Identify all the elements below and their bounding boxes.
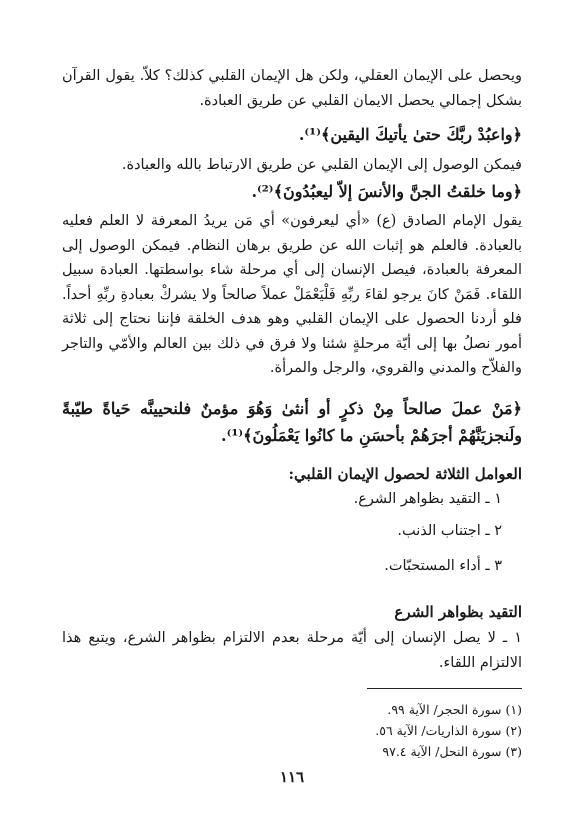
factor-item-2: ٢ ـ اجتناب الذنب. <box>397 523 502 539</box>
footnote-1: (١) سورة الحجر/ الآية ٩٩. <box>387 702 522 717</box>
footnote-3: (٣) سورة النحل/ الآية ٩٧.٤ <box>382 744 522 759</box>
quran-verse-3: ﴿مَنْ عملَ صالحاً مِنْ ذكرٍ أو أنثىٰ وَهُوَ مؤمنٌ فلنحيينَّه حَياةً طيّبةً ولَنجزيَنَّهُمْ أجرَهُمْ بأحسَنِ ما كانُوا يَعْمَلُونَ﴾⁽¹⁾. <box>62 399 522 445</box>
footnote-divider <box>367 688 522 689</box>
quran-verse-2: ﴿وما خلقتُ الجنَّ والأنسَ إلاّ ليعبُدُونَ﴾⁽²⁾. <box>251 182 522 201</box>
paragraph-connection: فيمكن الوصول إلى الإيمان القلبي عن طريق الارتباط بالله والعبادة. <box>121 157 522 173</box>
paragraph-imam-sadiq: يقول الإمام الصادق (ع) «أي ليعرفون» أي مَن يريدُ المعرفة لا العلم فعليه بالعبادة. فالعلم هو إثبات الله عن طريق برهان النظام. فيمكن الوصول إلى المعرفة بالعبادة، فيصل الإنسان إلى أي مرحلة شاء بواسطتها. العبادة سبيل اللقاء. فَمَنْ كانَ يرجو لقاءَ ربِّهِ فَلْيَعْمَلْ عملاً صالحاً ولا يشركْ بعبادةِ ربِّهِ أحداً. فلو أردنا الحصول على الإيمان القلبي وهو هدف الخلقة فإننا نحتاج إلى ثلاثة أمور نصلُ بها إلى أيّة مرحلةٍ شئنا ولا فرق في ذلك بين العالم والأمّي والتاجر والفلاّح والمدني والقروي، والرجل والمرأة. <box>62 213 522 376</box>
section-heading-sharia: التقيد بظواهر الشرع <box>394 603 522 621</box>
factor-item-1: ١ ـ التقيد بظواهر الشرع. <box>353 491 502 507</box>
paragraph-intro: ويحصل على الإيمان العقلي، ولكن هل الإيمان القلبي كذلك؟ كلاّ. يقول القرآن بشكل إجمالي يحصل الايمان القلبي عن طريق العبادة. <box>62 68 522 109</box>
paragraph-sharia-commitment: ١ ـ لا يصل الإنسان إلى أيّة مرحلة بعدم الالتزام بظواهر الشرع، ويتبع هذا الالتزام اللقاء. <box>62 630 522 671</box>
page-number: ١١٦ <box>279 768 305 786</box>
factor-item-3: ٣ ـ أداء المستحبّات. <box>384 558 502 574</box>
section-heading-three-factors: العوامل الثلاثة لحصول الإيمان القلبي: <box>288 465 522 483</box>
quran-verse-1: ﴿واعبُدْ ربَّكَ حتىٰ يأتيكَ اليقين﴾⁽¹⁾. <box>298 125 522 144</box>
footnote-2: (٢) سورة الذاريات/ الآية ٥٦. <box>375 723 522 738</box>
